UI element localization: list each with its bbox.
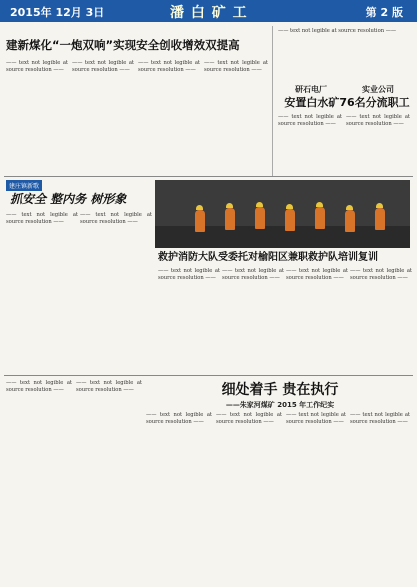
helmet xyxy=(256,202,263,207)
main-headline: 建新煤化“一炮双响”实现安全创收增效双提高 xyxy=(6,38,240,52)
right-top-headline: 安置白水矿76名分流职工 xyxy=(284,96,410,109)
left-mid-col-1: —— text not legible at source resolution —— xyxy=(6,212,78,225)
column-divider xyxy=(272,26,273,176)
right-top-text-3: —— text not legible at source resolution —— xyxy=(346,114,410,127)
bottom-col-5: —— text not legible at source resolution —— xyxy=(286,412,346,425)
rescue-col-2: —— text not legible at source resolution —— xyxy=(222,268,284,281)
bottom-subhead: ——朱家河煤矿 2015 年工作纪实 xyxy=(225,401,335,409)
helmet xyxy=(346,205,353,210)
rescue-col-1: —— text not legible at source resolution —— xyxy=(158,268,220,281)
helmet xyxy=(226,203,233,208)
main-article-col-3: —— text not legible at source resolution —— xyxy=(138,60,200,73)
bottom-col-3: —— text not legible at source resolution —— xyxy=(146,412,212,425)
rescue-team-photo xyxy=(155,180,410,248)
rescue-headline: 救护消防大队受委托对榆阳区兼职救护队培训复训 xyxy=(158,252,378,263)
figure xyxy=(345,210,355,232)
figure xyxy=(375,208,385,230)
right-top-text-2: —— text not legible at source resolution —— xyxy=(278,114,342,127)
issue-date: 2015年 12月 3日 xyxy=(10,6,105,19)
page-header xyxy=(0,0,417,22)
rescue-col-4: —— text not legible at source resolution —— xyxy=(350,268,412,281)
bottom-headline: 细处着手 贵在执行 xyxy=(221,382,339,398)
section-rule xyxy=(4,176,413,177)
helmet xyxy=(196,205,203,210)
masthead: 潘 白 矿 工 xyxy=(170,5,248,21)
bottom-col-1: —— text not legible at source resolution —— xyxy=(6,380,72,393)
left-mid-headline: 抓安全 整内务 树形象 xyxy=(10,192,127,206)
figure xyxy=(285,209,295,231)
bottom-col-2: —— text not legible at source resolution —— xyxy=(76,380,142,393)
main-article-col-1: —— text not legible at source resolution —— xyxy=(6,60,68,73)
helmet xyxy=(286,204,293,209)
bottom-col-6: —— text not legible at source resolution —— xyxy=(350,412,410,425)
main-article-col-2: —— text not legible at source resolution —— xyxy=(72,60,134,73)
bottom-col-4: —— text not legible at source resolution —— xyxy=(216,412,282,425)
figure xyxy=(225,208,235,230)
section-label-power-plant: 研石电厂 xyxy=(295,85,327,94)
page-number: 第 2 版 xyxy=(365,6,403,19)
right-top-text: —— text not legible at source resolution —— xyxy=(278,28,397,34)
figure xyxy=(195,210,205,232)
main-article-col-4: —— text not legible at source resolution —— xyxy=(204,60,268,73)
left-mid-col-2: —— text not legible at source resolution —— xyxy=(80,212,152,225)
rescue-col-3: —— text not legible at source resolution —— xyxy=(286,268,348,281)
section-label-industry-company: 实业公司 xyxy=(362,85,394,94)
helmet xyxy=(376,203,383,208)
left-box-title: 建庄镇新歌 xyxy=(6,180,42,191)
helmet xyxy=(316,202,323,207)
figure xyxy=(255,207,265,229)
figure xyxy=(315,207,325,229)
section-rule xyxy=(4,375,413,376)
photo-illustration xyxy=(155,180,410,248)
